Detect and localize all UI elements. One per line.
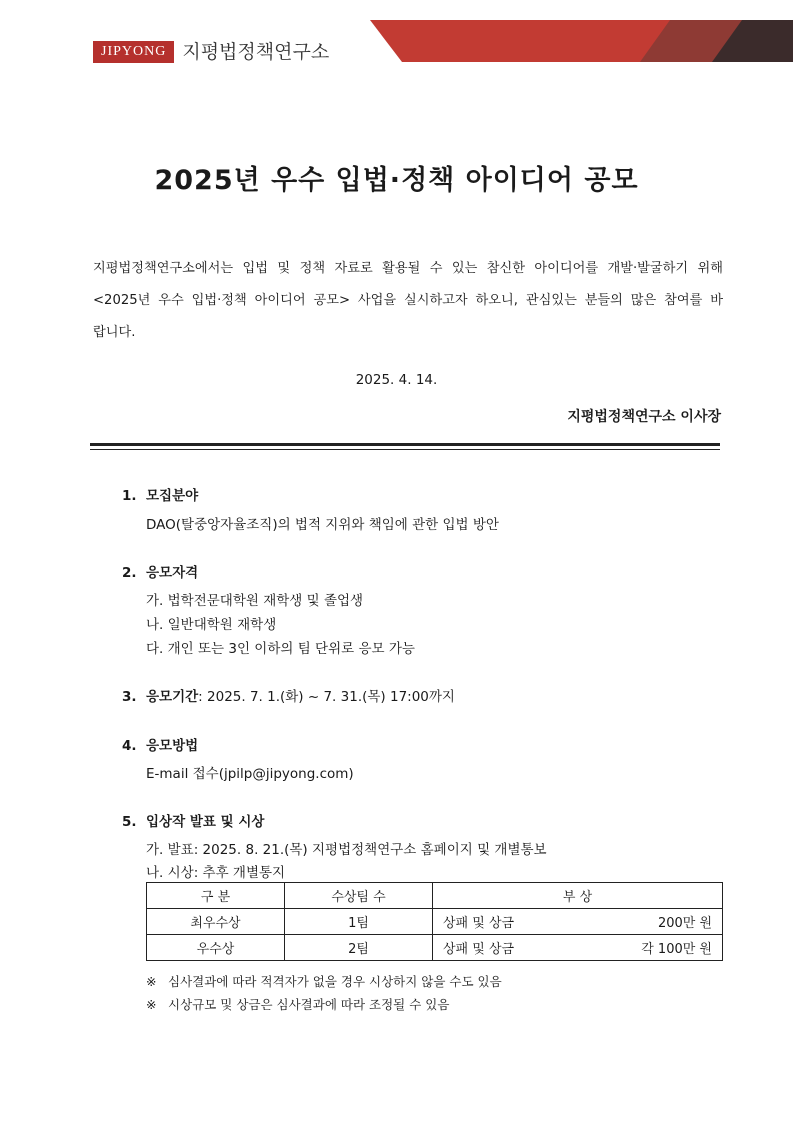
application-period-value: : 2025. 7. 1.(화) ~ 7. 31.(목) 17:00까지 xyxy=(198,689,455,705)
section-line: 가. 발표: 2025. 8. 21.(목) 지평법정책연구소 홈페이지 및 개별통보 xyxy=(146,842,547,858)
section-number: 5. xyxy=(122,814,137,830)
footnote xyxy=(146,995,449,1013)
page-title: 2025년 우수 입법·정책 아이디어 공모 xyxy=(154,165,639,196)
prize-amount: 200만 원 xyxy=(657,916,712,931)
table-cell-teams: 2팀 xyxy=(285,935,433,961)
section-line: 나. 시상: 추후 개별통지 xyxy=(146,865,286,881)
section-application-method xyxy=(122,734,198,754)
announcement-date: 2025. 4. 14. xyxy=(355,372,438,388)
table-cell-prize xyxy=(433,909,723,935)
table-cell-prize xyxy=(433,935,723,961)
table-header-cell: 수상팀 수 xyxy=(285,883,433,909)
section-number: 4. xyxy=(122,738,137,754)
section-recruitment-field xyxy=(122,484,198,504)
logo-korean-name: 지평법정책연구소 xyxy=(182,41,330,63)
award-table xyxy=(146,882,723,961)
section-line: 다. 개인 또는 3인 이하의 팀 단위로 응모 가능 xyxy=(146,641,415,657)
table-header-row xyxy=(147,883,723,909)
section-award-announcement xyxy=(122,810,264,830)
footnote-text: 시상규모 및 상금은 심사결과에 따라 조정될 수 있음 xyxy=(168,997,450,1012)
section-number: 3. xyxy=(122,689,137,705)
intro-paragraph: 지평법정책연구소에서는 입법 및 정책 자료로 활용될 수 있는 참신한 아이디어를 개발·발굴하기 위해 <2025년 우수 입법·정책 아이디어 공모> 사업을 실시하고자 하오니, 관심있는 분들의 많은 참여를 바랍니다. xyxy=(93,261,723,340)
jipyong-logo xyxy=(93,41,329,63)
section-line: 나. 일반대학원 재학생 xyxy=(146,617,277,633)
section-title: 응모기간 xyxy=(146,689,199,705)
table-cell-teams: 1팀 xyxy=(285,909,433,935)
footnote-text: 심사결과에 따라 적격자가 없을 경우 시상하지 않을 수도 있음 xyxy=(168,974,502,989)
section-title: 입상작 발표 및 시상 xyxy=(146,814,265,830)
section-eligibility xyxy=(122,561,198,581)
section-line: 가. 법학전문대학원 재학생 및 졸업생 xyxy=(146,593,364,609)
section-line: E-mail 접수(jpilp@jipyong.com) xyxy=(146,766,354,782)
prize-description: 상패 및 상금 xyxy=(443,942,515,957)
table-header-cell: 구 분 xyxy=(147,883,285,909)
table-cell-category: 최우수상 xyxy=(147,909,285,935)
divider-thick xyxy=(90,443,720,446)
section-application-period xyxy=(122,685,455,705)
table-header-cell: 부 상 xyxy=(433,883,723,909)
table-cell-category: 우수상 xyxy=(147,935,285,961)
header-decoration-band xyxy=(370,20,793,62)
signer: 지평법정책연구소 이사장 xyxy=(567,409,721,425)
section-title: 응모방법 xyxy=(146,738,199,754)
section-title: 모집분야 xyxy=(146,488,199,504)
section-number: 2. xyxy=(122,565,137,581)
prize-description: 상패 및 상금 xyxy=(443,916,515,931)
footnote xyxy=(146,972,502,990)
section-number: 1. xyxy=(122,488,137,504)
table-row xyxy=(147,935,723,961)
reference-mark-icon: ※ xyxy=(146,974,157,989)
letterhead xyxy=(0,0,793,70)
logo-wordmark: JIPYONG xyxy=(93,41,174,63)
prize-amount: 각 100만 원 xyxy=(641,942,712,957)
section-title: 응모자격 xyxy=(146,565,199,581)
section-line: DAO(탈중앙자율조직)의 법적 지위와 책임에 관한 입법 방안 xyxy=(146,517,499,533)
table-row xyxy=(147,909,723,935)
reference-mark-icon: ※ xyxy=(146,997,157,1012)
divider-thin xyxy=(90,449,720,450)
